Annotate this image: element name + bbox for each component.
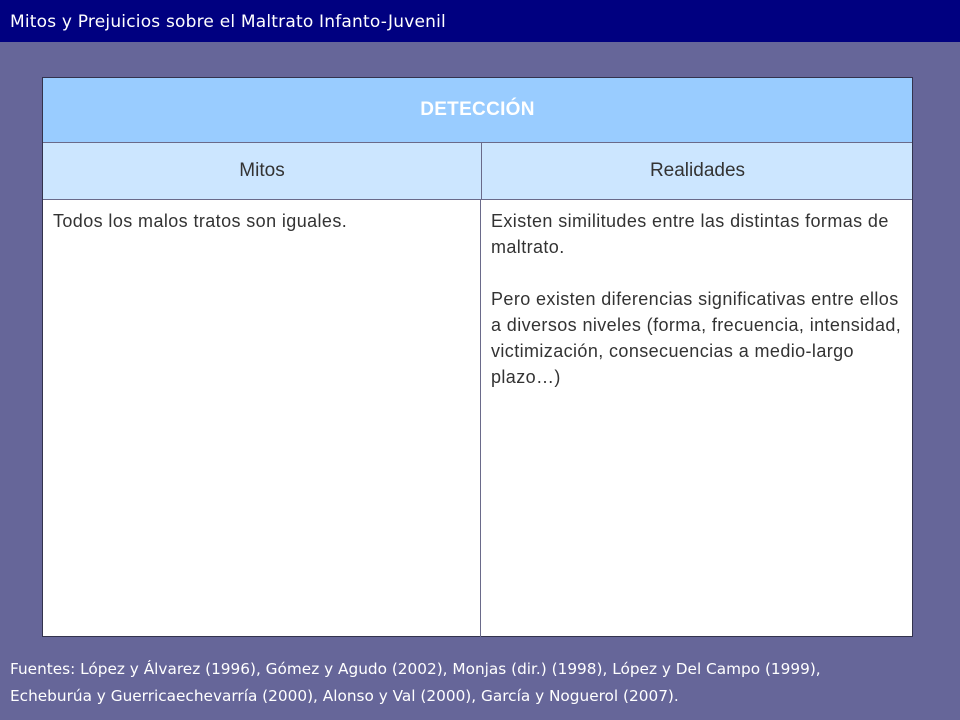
myth-text: Todos los malos tratos son iguales. <box>53 211 348 231</box>
table-title: DETECCIÓN <box>43 78 912 143</box>
column-header-realities: Realidades <box>649 160 746 181</box>
table-row <box>43 200 912 637</box>
detection-table <box>42 77 913 637</box>
reality-text-2: Pero existen diferencias significativas entre ellos a diversos niveles (forma, frecuencia, intensidad, victimización, consecuencias a medio-largo plazo…) <box>491 289 902 387</box>
column-header-row <box>43 143 912 200</box>
sources-line-1: Fuentes: López y Álvarez (1996), Gómez y Agudo (2002), Monjas (dir.) (1998), López y Del Campo (1999), <box>10 660 821 678</box>
sources-footer <box>10 656 955 710</box>
slide-title: Mitos y Prejuicios sobre el Maltrato Infanto-Juvenil <box>10 12 446 32</box>
column-header-myths: Mitos <box>43 143 482 199</box>
sources-line-2: Echeburúa y Guerricaechevarría (2000), Alonso y Val (2000), García y Noguerol (2007). <box>10 687 679 705</box>
reality-cell <box>481 200 912 637</box>
myth-cell <box>43 200 481 637</box>
reality-text-1: Existen similitudes entre las distintas formas de maltrato. <box>491 211 889 257</box>
slide-header <box>0 0 960 42</box>
